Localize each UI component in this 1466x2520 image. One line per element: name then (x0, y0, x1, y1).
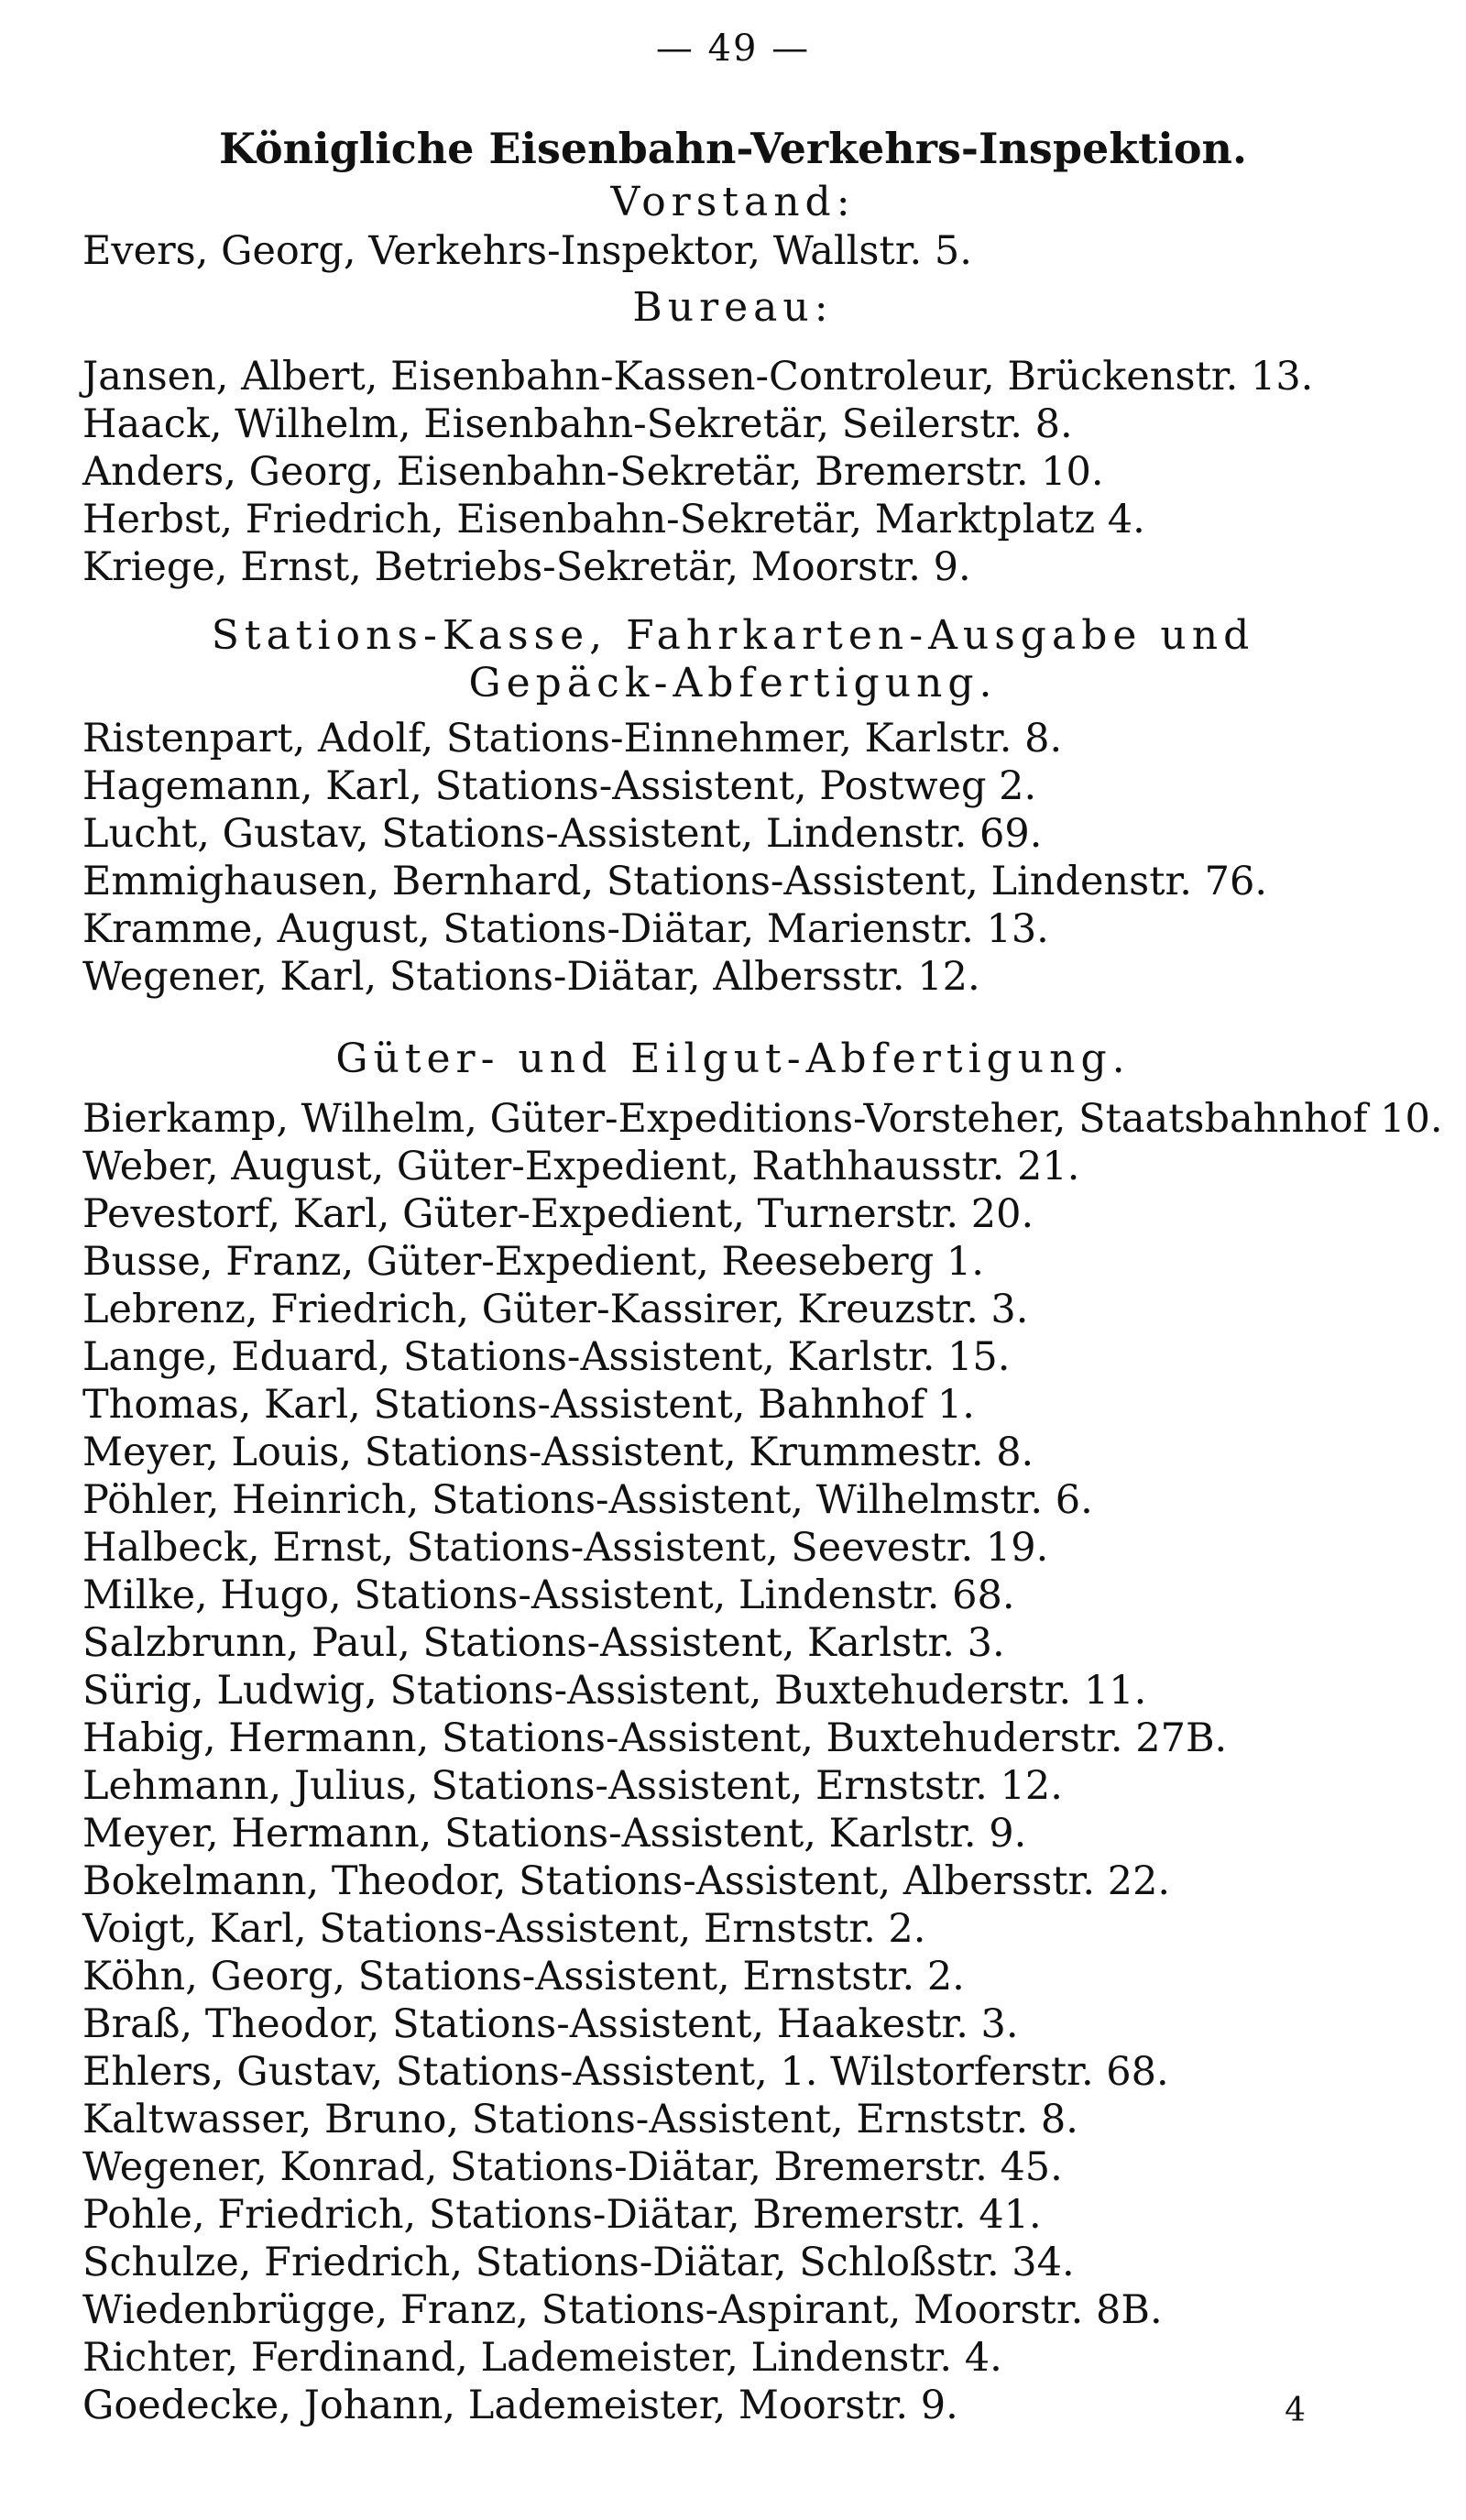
list-item: Pohle, Friedrich, Stations-Diätar, Bremerstr. 41. (82, 2192, 1042, 2238)
list-item: Pöhler, Heinrich, Stations-Assistent, Wilhelmstr. 6. (82, 1477, 1093, 1523)
list-item: Wegener, Karl, Stations-Diätar, Albersstr. 12. (82, 954, 980, 1000)
list-item: Kriege, Ernst, Betriebs-Sekretär, Moorstr. 9. (82, 544, 971, 590)
list-item: Köhn, Georg, Stations-Assistent, Ernststr. 2. (82, 1954, 965, 2000)
list-item: Ristenpart, Adolf, Stations-Einnehmer, Karlstr. 8. (82, 716, 1063, 761)
list-item: Pevestorf, Karl, Güter-Expedient, Turnerstr. 20. (82, 1191, 1034, 1237)
section-title-gueter-abfertigung: Güter- und Eilgut-Abfertigung. (335, 1035, 1131, 1082)
list-item: Braß, Theodor, Stations-Assistent, Haakestr. 3. (82, 2001, 1019, 2047)
list-item: Hagemann, Karl, Stations-Assistent, Postweg 2. (82, 763, 1037, 809)
list-item: Busse, Franz, Güter-Expedient, Reeseberg 1. (82, 1239, 984, 1285)
list-item: Goedecke, Johann, Lademeister, Moorstr. 9. (82, 2383, 958, 2428)
list-item: Meyer, Louis, Stations-Assistent, Krummestr. 8. (82, 1430, 1034, 1475)
list-item: Schulze, Friedrich, Stations-Diätar, Schloßstr. 34. (82, 2240, 1075, 2285)
list-item: Herbst, Friedrich, Eisenbahn-Sekretär, Marktplatz 4. (82, 497, 1145, 542)
list-item: Lebrenz, Friedrich, Güter-Kassirer, Kreuzstr. 3. (82, 1287, 1029, 1332)
list-item: Thomas, Karl, Stations-Assistent, Bahnhof 1. (82, 1382, 975, 1428)
section-title-vorstand: Vorstand: (610, 179, 856, 225)
list-item: Kramme, August, Stations-Diätar, Marienstr. 13. (82, 906, 1049, 952)
section-title-stations-kasse-line2: Gepäck-Abfertigung. (468, 660, 998, 707)
list-item: Emmighausen, Bernhard, Stations-Assistent, Lindenstr. 76. (82, 859, 1268, 904)
list-item: Meyer, Hermann, Stations-Assistent, Karlstr. 9. (82, 1811, 1027, 1857)
list-item: Salzbrunn, Paul, Stations-Assistent, Karlstr. 3. (82, 1620, 1005, 1666)
signature-mark: 4 (1285, 2392, 1306, 2429)
list-item: Bierkamp, Wilhelm, Güter-Expeditions-Vorsteher, Staatsbahnhof 10. (82, 1096, 1443, 1142)
section-title-bureau: Bureau: (632, 284, 834, 331)
list-item: Haack, Wilhelm, Eisenbahn-Sekretär, Seilerstr. 8. (82, 401, 1073, 447)
list-item: Bokelmann, Theodor, Stations-Assistent, Albersstr. 22. (82, 1858, 1171, 1904)
list-item: Halbeck, Ernst, Stations-Assistent, Seevestr. 19. (82, 1525, 1049, 1571)
list-item: Evers, Georg, Verkehrs-Inspektor, Wallstr. 5. (82, 228, 972, 274)
list-item: Lucht, Gustav, Stations-Assistent, Lindenstr. 69. (82, 811, 1043, 857)
page-title: Königliche Eisenbahn-Verkehrs-Inspektion. (219, 124, 1247, 173)
list-item: Voigt, Karl, Stations-Assistent, Ernststr. 2. (82, 1906, 926, 1952)
list-item: Kaltwasser, Bruno, Stations-Assistent, Ernststr. 8. (82, 2097, 1078, 2142)
list-item: Sürig, Ludwig, Stations-Assistent, Buxtehuderstr. 11. (82, 1668, 1147, 1714)
page-number: — 49 — (655, 27, 811, 70)
list-item: Lange, Eduard, Stations-Assistent, Karlstr. 15. (82, 1334, 1011, 1380)
list-item: Habig, Hermann, Stations-Assistent, Buxtehuderstr. 27B. (82, 1715, 1228, 1761)
list-item: Lehmann, Julius, Stations-Assistent, Ernststr. 12. (82, 1763, 1063, 1809)
list-item: Weber, August, Güter-Expedient, Rathhausstr. 21. (82, 1144, 1080, 1189)
list-item: Ehlers, Gustav, Stations-Assistent, 1. Wilstorferstr. 68. (82, 2049, 1169, 2095)
list-item: Anders, Georg, Eisenbahn-Sekretär, Bremerstr. 10. (82, 449, 1104, 495)
section-title-stations-kasse-line1: Stations-Kasse, Fahrkarten-Ausgabe und (211, 612, 1255, 659)
list-item: Richter, Ferdinand, Lademeister, Lindenstr. 4. (82, 2335, 1002, 2381)
list-item: Milke, Hugo, Stations-Assistent, Lindenstr. 68. (82, 1572, 1015, 1618)
list-item: Jansen, Albert, Eisenbahn-Kassen-Controleur, Brückenstr. 13. (82, 354, 1314, 400)
list-item: Wiedenbrügge, Franz, Stations-Aspirant, Moorstr. 8B. (82, 2287, 1163, 2333)
list-item: Wegener, Konrad, Stations-Diätar, Bremerstr. 45. (82, 2144, 1063, 2190)
